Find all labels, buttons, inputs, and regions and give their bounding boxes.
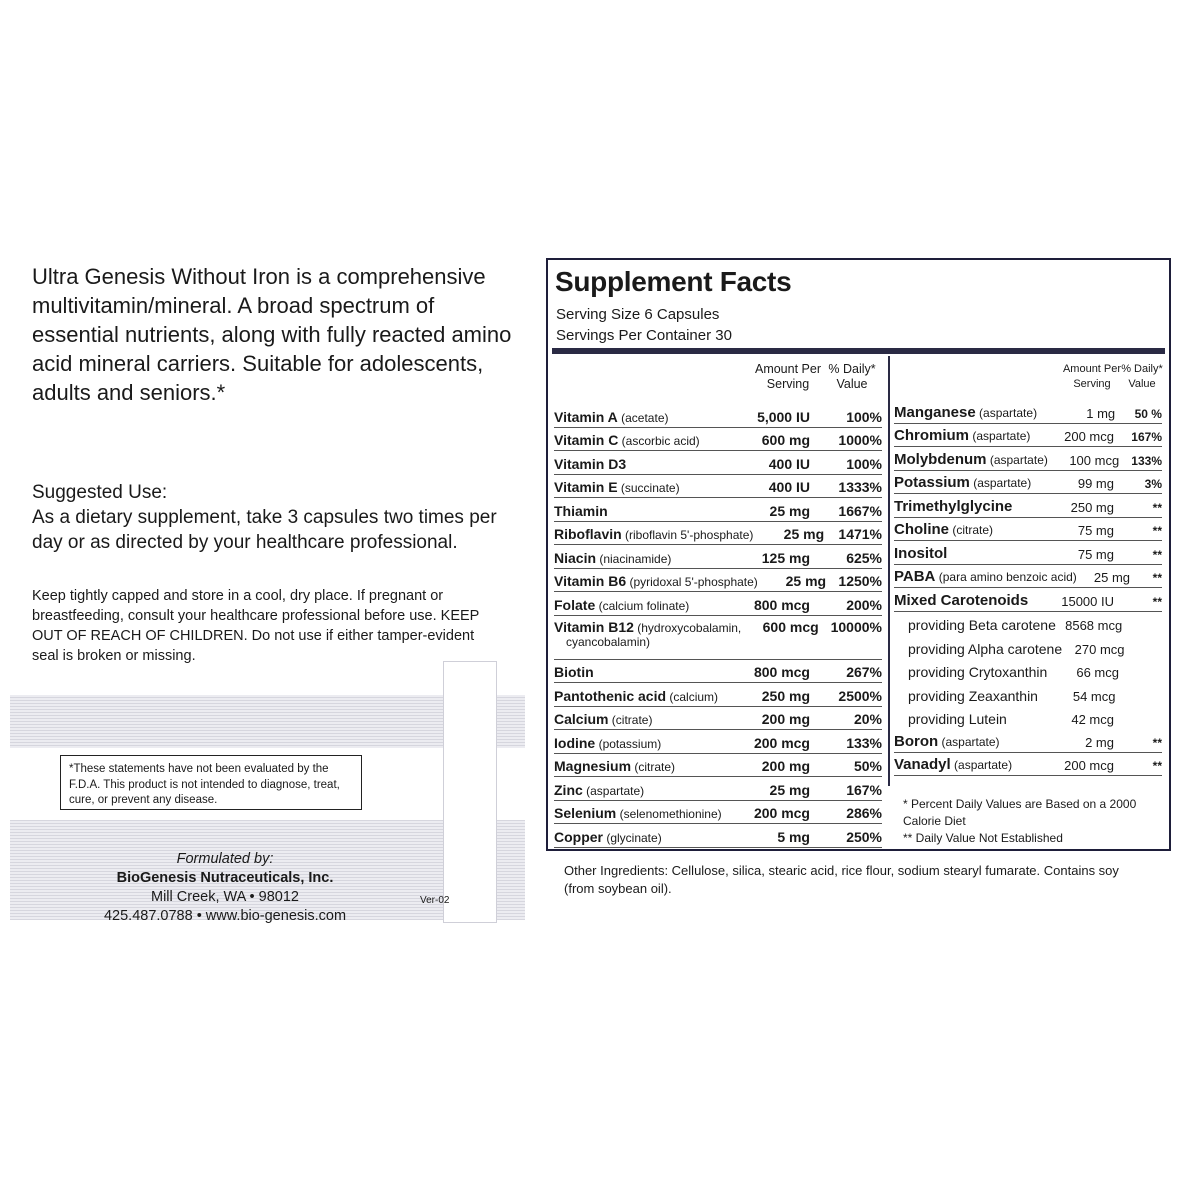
- nutrient-label: Copper: [554, 828, 603, 845]
- nutrient-amount: 600 mg: [761, 432, 810, 448]
- nutrient-amount: 200 mg: [761, 758, 810, 774]
- company-contact: 425.487.0788 • www.bio-genesis.com: [103, 908, 347, 924]
- nutrient-amount: 200 mg: [761, 711, 810, 727]
- nutrient-daily-value: 133%: [1131, 453, 1162, 468]
- nutrient-amount: 800 mcg: [753, 596, 810, 613]
- nutrient-row: [554, 522, 882, 546]
- nutrient-amount: 125 mg: [761, 549, 810, 566]
- nutrient-name: [554, 619, 741, 649]
- nutrient-row: [894, 447, 1162, 471]
- nutrient-amount: 800 mcg: [753, 664, 810, 680]
- nutrient-name: [894, 427, 1034, 444]
- nutrient-label: providing Zeaxanthin: [908, 687, 1038, 704]
- nutrient-amount: 100 mcg: [1069, 452, 1120, 468]
- nutrient-row: [894, 424, 1162, 448]
- left-col-amount-header: Amount Per Serving: [754, 362, 821, 391]
- nutrient-label: Potassium: [894, 474, 970, 491]
- nutrient-row: [554, 428, 882, 452]
- nutrient-amount: 75 mg: [1077, 523, 1114, 538]
- nutrient-amount: 270 mcg: [1074, 641, 1125, 657]
- nutrient-daily-value: 100%: [846, 455, 882, 472]
- nutrient-name: [554, 711, 722, 727]
- nutrient-daily-value: 267%: [846, 664, 882, 680]
- suggested-use-heading: Suggested Use:: [32, 482, 168, 503]
- nutrient-name: [894, 498, 1034, 515]
- nutrient-source: (selenomethionine): [616, 807, 722, 821]
- nutrient-row: [554, 683, 882, 707]
- nutrient-amount: 1 mg: [1086, 405, 1116, 421]
- nutrient-row: [554, 592, 882, 616]
- nutrient-row: [554, 616, 882, 660]
- nutrient-daily-value: 133%: [846, 734, 882, 751]
- nutrient-daily-value: 1667%: [838, 502, 882, 519]
- nutrient-name: [554, 409, 722, 425]
- nutrient-label: Folate: [554, 596, 596, 613]
- nutrient-row: [554, 801, 882, 825]
- other-ingredients: Other Ingredients: Cellulose, silica, stearic acid, rice flour, sodium stearyl fumarate. Contains soy (from soybean oil).: [564, 863, 1119, 896]
- nutrient-source: (glycinate): [603, 830, 662, 845]
- nutrient-source: (riboflavin 5'-phosphate): [621, 528, 754, 542]
- nutrient-daily-value: 167%: [846, 781, 882, 798]
- nutrient-name: [894, 733, 1034, 750]
- nutrient-daily-value: 200%: [846, 596, 882, 613]
- nutrient-source: (acetate): [617, 410, 669, 425]
- company-address: Mill Creek, WA • 98012: [151, 889, 299, 905]
- nutrient-label: Iodine: [554, 734, 596, 751]
- nutrient-amount: 25 mg: [1093, 570, 1131, 585]
- nutrient-label: Mixed Carotenoids: [894, 591, 1029, 609]
- nutrient-row: [554, 730, 882, 754]
- nutrient-daily-value: 286%: [846, 805, 882, 821]
- nutrient-amount: 250 mg: [1070, 499, 1114, 515]
- nutrient-amount: 54 mcg: [1072, 688, 1116, 704]
- left-col-dv-header: % Daily* Value: [828, 362, 876, 391]
- nutrient-label: Choline: [894, 521, 949, 538]
- nutrient-name: [554, 573, 758, 589]
- nutrient-daily-value: **: [1152, 735, 1162, 750]
- nutrient-name: [554, 526, 753, 542]
- heavy-rule: [552, 348, 1165, 354]
- warning-caps: KEEP OUT OF REACH OF CHILDREN.: [32, 608, 480, 644]
- nutrient-daily-value: **: [1152, 524, 1162, 538]
- nutrient-daily-value: 1333%: [838, 479, 882, 495]
- nutrient-source: (aspartate): [950, 758, 1013, 772]
- nutrient-label: Vitamin E: [554, 479, 618, 495]
- nutrient-label: Riboflavin: [554, 526, 622, 542]
- nutrient-daily-value: 20%: [853, 711, 882, 727]
- nutrient-label: Pantothenic acid: [554, 687, 667, 704]
- nutrient-daily-value: 167%: [1131, 430, 1162, 444]
- nutrient-row: [894, 471, 1162, 495]
- nutrient-row: [894, 612, 1162, 636]
- nutrient-row: [894, 682, 1162, 706]
- nutrient-daily-value: 50 %: [1134, 406, 1162, 421]
- nutrient-source: (succinate): [617, 481, 680, 495]
- column-divider: [888, 356, 890, 786]
- nutrient-amount: 75 mg: [1077, 546, 1114, 562]
- nutrient-row: [554, 451, 882, 475]
- nutrient-source: (calcium): [666, 689, 719, 704]
- nutrient-source: (aspartate): [938, 734, 1000, 749]
- nutrient-source: (aspartate): [582, 783, 645, 798]
- nutrient-source: (aspartate): [975, 405, 1038, 420]
- label-band: [10, 695, 525, 924]
- nutrient-label: Calcium: [554, 711, 609, 727]
- nutrient-daily-value: 2500%: [838, 687, 882, 704]
- nutrient-daily-value: 1250%: [838, 573, 882, 589]
- nutrient-source: (aspartate): [986, 452, 1048, 467]
- nutrient-row: [554, 498, 882, 522]
- nutrient-row: [894, 565, 1162, 589]
- nutrient-label: providing Alpha carotene: [908, 640, 1063, 657]
- serving-size: Serving Size 6 Capsules: [556, 306, 720, 323]
- nutrient-daily-value: 1000%: [838, 432, 882, 448]
- nutrient-amount: 200 mcg: [753, 805, 810, 821]
- nutrient-row: [894, 588, 1162, 612]
- nutrient-row: [554, 569, 882, 593]
- nutrient-name: [894, 545, 1034, 562]
- nutrient-label: Thiamin: [554, 502, 608, 519]
- supplement-facts-panel: [546, 258, 1171, 851]
- nutrient-label: Biotin: [554, 664, 594, 680]
- serving-info: [556, 304, 732, 346]
- nutrient-amount: 25 mg: [785, 573, 827, 589]
- nutrient-amount: 25 mg: [769, 781, 810, 798]
- nutrient-row: [554, 660, 882, 684]
- nutrient-label: providing Crytoxanthin: [908, 664, 1048, 680]
- nutrient-label: Vitamin D3: [554, 455, 627, 472]
- nutrient-amount: 8568 mcg: [1065, 618, 1123, 633]
- nutrient-row: [554, 545, 882, 569]
- nutrient-source: (aspartate): [969, 476, 1032, 490]
- nutrient-source: (pyridoxal 5'-phosphate): [626, 575, 758, 589]
- nutrient-name: [894, 404, 1037, 421]
- nutrient-name: [894, 568, 1077, 585]
- right-col-amount-header: Amount Per Serving: [1062, 363, 1122, 390]
- nutrient-name: [554, 456, 722, 472]
- nutrient-label: Molybdenum: [894, 450, 987, 468]
- nutrient-source: (para amino benzoic acid): [935, 570, 1077, 584]
- nutrient-daily-value: 625%: [846, 549, 882, 566]
- nutrient-row: [554, 824, 882, 848]
- nutrient-label: Vitamin A: [554, 408, 618, 425]
- nutrient-source: (hydroxycobalamin,: [633, 620, 742, 635]
- nutrient-name: [554, 688, 722, 704]
- nutrient-amount: 25 mg: [769, 502, 810, 519]
- nutrient-name: [894, 521, 1034, 538]
- nutrient-daily-value: **: [1152, 500, 1162, 515]
- nutrient-label: PABA: [894, 568, 936, 585]
- nutrient-amount: 250 mg: [761, 687, 810, 704]
- version-label: Ver-02: [420, 895, 450, 906]
- nutrient-amount: 25 mg: [783, 526, 825, 542]
- nutrient-name: [554, 432, 722, 448]
- nutrient-daily-value: 3%: [1144, 477, 1162, 491]
- nutrient-row: [894, 635, 1162, 659]
- nutrient-daily-value: 250%: [846, 828, 882, 845]
- nutrient-amount: 400 IU: [768, 479, 810, 495]
- intro-text: Ultra Genesis Without Iron is a comprehensive multivitamin/mineral. A broad spectrum of essential nutrients, along with fully reacted amino acid mineral carriers. Suitable for adolescents, adults and seniors.*: [32, 264, 512, 405]
- nutrient-row: [894, 541, 1162, 565]
- nutrient-row: [554, 475, 882, 499]
- nutrient-label: Selenium: [554, 805, 617, 821]
- manufacturer-block: [90, 850, 360, 926]
- fda-disclaimer: *These statements have not been evaluated by the F.D.A. This product is not intended to diagnose, treat, cure, or prevent any disease.: [60, 755, 362, 810]
- nutrient-daily-value: 100%: [846, 408, 882, 425]
- nutrient-amount: 600 mcg: [762, 618, 819, 635]
- warning-seal: Do not use if either tamper-evident seal is broken or missing.: [32, 628, 475, 664]
- facts-title: Supplement Facts: [555, 266, 792, 297]
- company-name: BioGenesis Nutraceuticals, Inc.: [116, 870, 334, 886]
- nutrient-daily-value: **: [1152, 571, 1162, 585]
- nutrient-label: Niacin: [554, 549, 597, 566]
- nutrient-row: [554, 777, 882, 801]
- nutrient-label: Vitamin B6: [554, 573, 627, 589]
- nutrient-amount: 66 mcg: [1076, 665, 1119, 680]
- nutrient-daily-value: **: [1152, 594, 1162, 609]
- nutrient-row: [554, 404, 882, 428]
- formulated-by: Formulated by:: [176, 851, 274, 867]
- nutrient-label: Trimethylglycine: [894, 497, 1013, 515]
- nutrient-label: providing Lutein: [908, 711, 1007, 727]
- nutrient-amount: 42 mcg: [1071, 712, 1114, 727]
- nutrient-row: [894, 400, 1162, 424]
- nutrient-name: [894, 451, 1048, 468]
- nutrient-label: providing Beta carotene: [908, 617, 1056, 633]
- footnote-dv: * Percent Daily Values are Based on a 2000 Calorie Diet: [903, 797, 1137, 828]
- seal-stub: [443, 661, 497, 923]
- nutrient-row: [554, 754, 882, 778]
- nutrient-row: [554, 707, 882, 731]
- nutrient-name: [554, 503, 722, 519]
- warning-storage: Keep tightly capped and store in a cool, dry place. If pregnant or breastfeeding, consult your healthcare professional before use.: [32, 588, 444, 624]
- nutrient-source: (calcium folinate): [595, 598, 690, 613]
- nutrient-name: [554, 479, 722, 495]
- nutrient-row: [894, 753, 1162, 777]
- nutrient-source: (citrate): [949, 523, 994, 537]
- nutrient-label: Vanadyl: [894, 756, 951, 773]
- nutrient-row: [894, 729, 1162, 753]
- nutrient-source-cont: cyancobalamin): [566, 634, 651, 649]
- nutrient-label: Vitamin B12: [554, 618, 634, 635]
- nutrient-amount: 2 mg: [1085, 734, 1114, 750]
- nutrient-daily-value: 10000%: [830, 618, 882, 635]
- nutrient-amount: 400 IU: [768, 455, 810, 472]
- nutrient-row: [894, 494, 1162, 518]
- nutrient-label: Zinc: [554, 781, 583, 798]
- nutrient-amount: 5,000 IU: [757, 408, 810, 425]
- nutrient-amount: 200 mcg: [1064, 758, 1114, 773]
- nutrient-amount: 200 mcg: [1064, 429, 1114, 444]
- nutrient-name: [554, 782, 722, 798]
- nutrient-source: (citrate): [608, 713, 653, 727]
- nutrient-name: [554, 758, 722, 774]
- nutrient-source: (citrate): [631, 760, 676, 774]
- nutrient-name: [554, 550, 722, 566]
- nutrient-name: [894, 756, 1034, 773]
- nutrient-name: [894, 474, 1034, 491]
- nutrient-label: Manganese: [894, 403, 976, 421]
- nutrient-name: [554, 735, 722, 751]
- nutrient-row: [894, 518, 1162, 542]
- right-col-dv-header: % Daily* Value: [1121, 363, 1163, 390]
- servings-per-container: Servings Per Container 30: [556, 327, 732, 344]
- nutrient-source: (ascorbic acid): [618, 434, 700, 448]
- footnote-not-established: ** Daily Value Not Established: [903, 831, 1063, 845]
- nutrient-name: [894, 711, 1034, 727]
- nutrient-label: Chromium: [894, 427, 969, 444]
- nutrient-label: Magnesium: [554, 758, 632, 774]
- suggested-use-text: As a dietary supplement, take 3 capsules two times per day or as directed by your healthcare professional.: [32, 507, 497, 553]
- nutrient-name: [894, 664, 1047, 680]
- nutrient-amount: 15000 IU: [1061, 593, 1114, 609]
- nutrient-daily-value: 1471%: [838, 526, 882, 542]
- nutrient-source: (niacinamide): [596, 551, 672, 566]
- nutrient-label: Boron: [894, 732, 939, 750]
- nutrient-name: [554, 597, 722, 613]
- nutrient-name: [894, 641, 1062, 657]
- nutrient-daily-value: **: [1152, 759, 1162, 773]
- product-description-panel: [10, 250, 525, 924]
- nutrient-label: Inositol: [894, 544, 948, 562]
- nutrient-row: [894, 706, 1162, 730]
- nutrient-name: [554, 829, 722, 845]
- nutrient-label: Vitamin C: [554, 432, 619, 448]
- nutrient-source: (potassium): [595, 736, 662, 751]
- nutrient-name: [894, 617, 1056, 633]
- nutrient-daily-value: **: [1152, 547, 1162, 562]
- nutrient-name: [554, 805, 722, 821]
- nutrient-source: (aspartate): [969, 429, 1031, 443]
- nutrient-amount: 99 mg: [1077, 476, 1114, 491]
- nutrient-row: [894, 659, 1162, 683]
- nutrient-daily-value: 50%: [853, 758, 882, 774]
- nutrient-name: [554, 664, 722, 680]
- nutrient-name: [894, 592, 1034, 609]
- nutrient-name: [894, 688, 1038, 704]
- footnotes: [903, 796, 1169, 847]
- nutrient-amount: 200 mcg: [753, 734, 810, 751]
- nutrient-amount: 5 mg: [777, 828, 810, 845]
- warning-text: [32, 586, 502, 666]
